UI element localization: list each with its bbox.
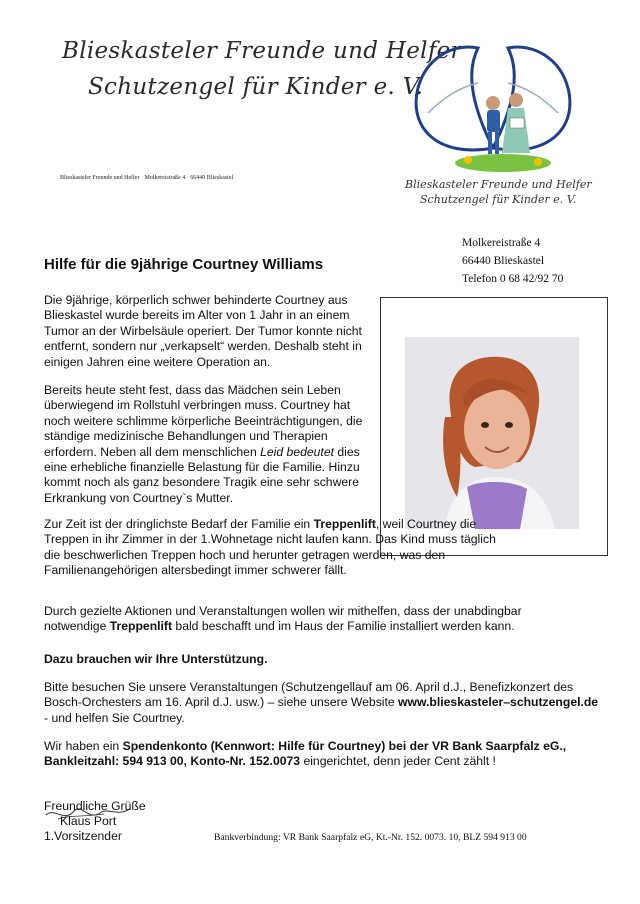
paragraph-6-text-a: Wir haben ein: [44, 739, 123, 753]
letterhead-line1: Blieskasteler Freunde und Helfer: [62, 38, 462, 64]
paragraph-2-italic: Leid bedeutet: [260, 444, 334, 459]
paragraph-6-bold: Spendenkonto (Kennwort: Hilfe für Courtney) bei der VR Bank Saarpfalz eG., Bankleitzahl: 594 913 00, Konto-Nr. 152.0073: [44, 739, 567, 769]
bank-details: Bankverbindung: VR Bank Saarpfalz eG, Kt.-Nr. 152. 0073. 10, BLZ 594 913 00: [214, 832, 527, 843]
paragraph-5: [44, 680, 604, 726]
paragraph-4-text-b: bald beschafft und im Haus der Familie installiert werden kann.: [172, 619, 515, 634]
closing-name: Klaus Port: [60, 814, 117, 828]
closing-greeting: Freundliche Grüße: [44, 799, 146, 813]
paragraph-4-text-a: Durch gezielte Aktionen und Veranstaltungen wollen wir mithelfen, dass der unabdingbar notwendige: [44, 604, 522, 634]
sender-line: Blieskasteler Freunde und Helfer · Molkereistraße 4 · 66440 Blieskastel: [60, 175, 234, 181]
paragraph-5-text-b: - und helfen Sie Courtney.: [44, 710, 185, 725]
paragraph-6-text-b: eingerichtet, denn jeder Cent zählt !: [300, 754, 496, 769]
address-city: 66440 Blieskastel: [462, 255, 545, 267]
letterhead-line2: Schutzengel für Kinder e. V.: [88, 74, 424, 100]
logo-caption-line1: Blieskasteler Freunde und Helfer: [405, 178, 592, 191]
paragraph-2-text-b: dies eine erhebliche finanzielle Belastung für die Familie. Hinzu kommt noch als ganz besondere Tragik eine sehr schwere Erkrankung von Courtney`s Mutter.: [44, 444, 360, 505]
support-heading: Dazu brauchen wir Ihre Unterstützung.: [44, 652, 268, 666]
paragraph-4: [44, 604, 584, 635]
website-link[interactable]: www.blieskasteler–schutzengel.de: [398, 695, 599, 710]
address-phone: Telefon 0 68 42/92 70: [462, 273, 564, 285]
closing-role: 1.Vorsitzender: [44, 829, 122, 843]
paragraph-5-text-a: Bitte besuchen Sie unsere Veranstaltungen (Schutzengellauf am 06. April d.J., Benefizkonzert des Bosch-Orchesters am 16. April d.J. usw.) – siehe unsere Website: [44, 680, 574, 710]
paragraph-2-text-a: Bereits heute steht fest, dass das Mädchen sein Leben überwiegend im Rollstuhl verbringen muss. Courtney hat noch weitere schlimme körperliche Beeinträchtigungen, die ständige medizinische Behandlungen und Therapien erfordern. Neben all dem menschlichen: [44, 383, 363, 459]
paragraph-6: [44, 739, 604, 770]
paragraph-4-bold: Treppenlift: [109, 619, 173, 634]
paragraph-3-text-a: Zur Zeit ist der dringlichste Bedarf der Familie ein: [44, 517, 314, 531]
girl-portrait-photo: [405, 337, 579, 529]
paragraph-3-bold: Treppenlift: [313, 517, 376, 531]
paragraph-3: [44, 517, 514, 579]
paragraph-2: [44, 383, 376, 506]
logo-caption-line2: Schutzengel für Kinder e. V.: [420, 193, 577, 206]
page-title: Hilfe für die 9jährige Courtney Williams: [44, 256, 324, 273]
paragraph-1: Die 9jährige, körperlich schwer behinderte Courtney aus Blieskastel wurde bereits im Alter von 1 Jahr in an einem Tumor an der Wirbelsäule operiert. Der Tumor konnte nicht entfernt, sondern nur „verkapselt“ werden. Deshalb steht in einigen Jahren eine weitere Operation an.: [44, 293, 362, 369]
angel-wings-children-icon: [398, 28, 588, 188]
address-street: Molkereistraße 4: [462, 237, 541, 249]
paragraph-3-text-b: , weil Courtney die Treppen in ihr Zimmer in der 1.Wohnetage nicht laufen kann. Das Kind muss täglich die beschwerlichen Treppen hoch und herunter getragen werden, was den Familienangehörigen altersbedingt immer schwerer fällt.: [44, 517, 496, 578]
